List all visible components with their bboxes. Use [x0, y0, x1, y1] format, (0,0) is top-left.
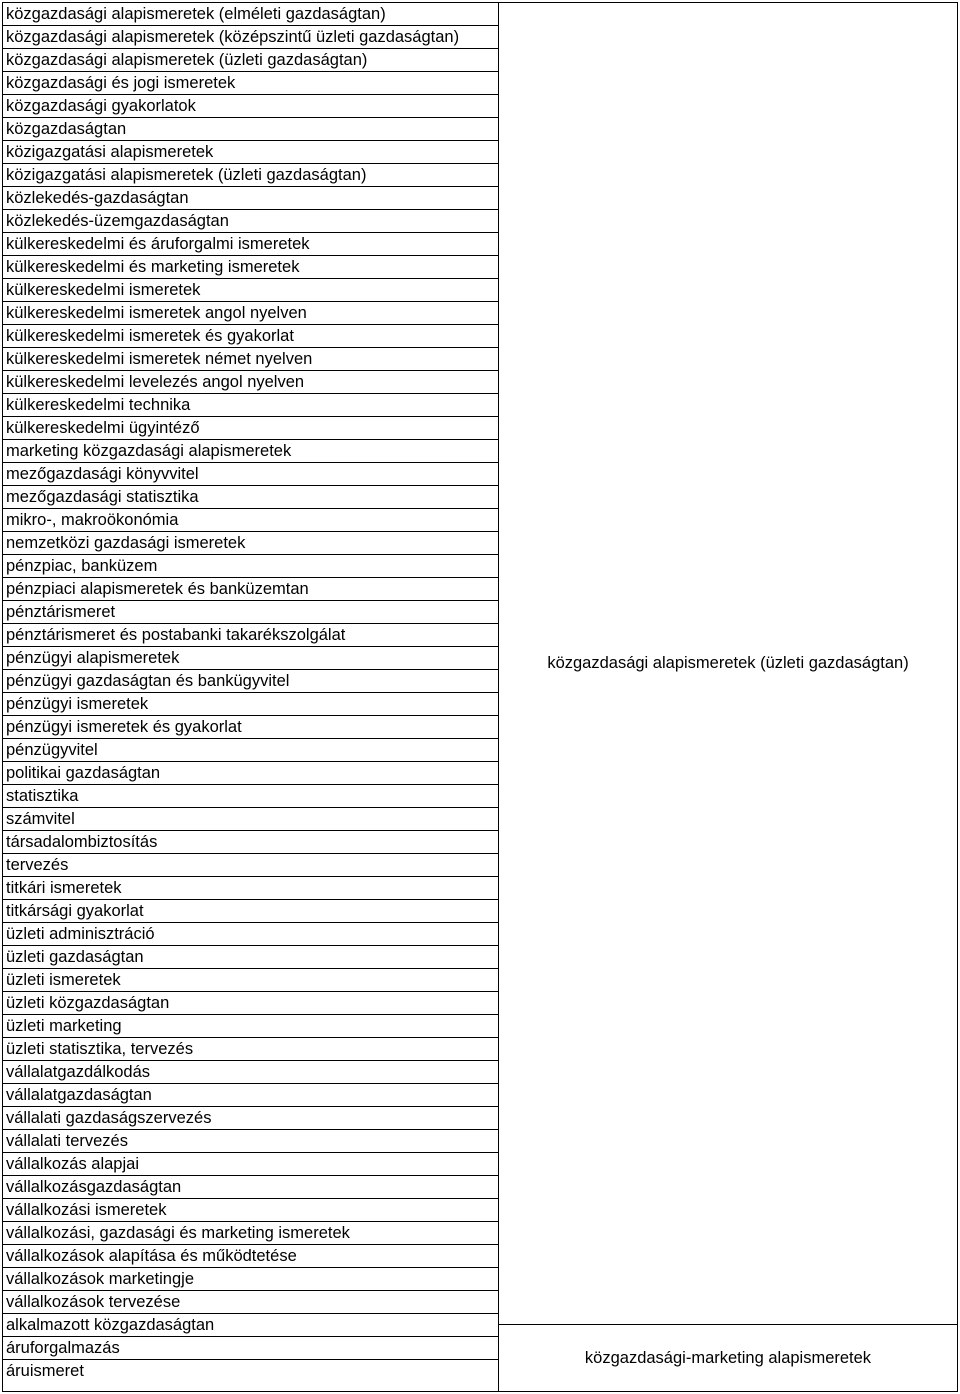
subject-cell: vállalkozás alapjai: [3, 1153, 498, 1176]
subject-cell: közigazgatási alapismeretek: [3, 141, 498, 164]
subject-cell: üzleti adminisztráció: [3, 923, 498, 946]
subject-cell: tervezés: [3, 854, 498, 877]
subject-cell: pénzügyi gazdaságtan és bankügyvitel: [3, 670, 498, 693]
subject-cell: számvitel: [3, 808, 498, 831]
subject-list-column: [3, 3, 499, 1391]
subject-cell: pénzügyi ismeretek és gyakorlat: [3, 716, 498, 739]
subject-cell: külkereskedelmi ismeretek angol nyelven: [3, 302, 498, 325]
subject-cell: üzleti gazdaságtan: [3, 946, 498, 969]
subject-cell: titkársági gyakorlat: [3, 900, 498, 923]
subject-cell: vállalatgazdaságtan: [3, 1084, 498, 1107]
subject-cell: vállalkozások alapítása és működtetése: [3, 1245, 498, 1268]
equivalence-table: [2, 2, 958, 1392]
subject-cell: áruismeret: [6, 1362, 84, 1380]
subject-cell: külkereskedelmi ismeretek és gyakorlat: [3, 325, 498, 348]
subject-cell: üzleti közgazdaságtan: [3, 992, 498, 1015]
subject-cell: vállalati tervezés: [3, 1130, 498, 1153]
subject-cell: vállalkozási, gazdasági és marketing ismeretek: [3, 1222, 498, 1245]
subject-cell: közgazdasági és jogi ismeretek: [3, 72, 498, 95]
subject-cell: vállalkozási ismeretek: [3, 1199, 498, 1222]
subject-cell: közgazdasági alapismeretek (középszintű üzleti gazdaságtan): [3, 26, 498, 49]
target-subject-column: [499, 3, 957, 1391]
subject-cell: közlekedés-gazdaságtan: [3, 187, 498, 210]
subject-cell: vállalatgazdálkodás: [3, 1061, 498, 1084]
subject-cell: közgazdasági gyakorlatok: [3, 95, 498, 118]
subject-cell: külkereskedelmi levelezés angol nyelven: [3, 371, 498, 394]
subject-cell: pénzpiac, banküzem: [3, 555, 498, 578]
subject-cell: külkereskedelmi és marketing ismeretek: [3, 256, 498, 279]
subject-cell: külkereskedelmi technika: [3, 394, 498, 417]
subject-cell: titkári ismeretek: [3, 877, 498, 900]
subject-cell: mezőgazdasági statisztika: [3, 486, 498, 509]
subject-cell: mezőgazdasági könyvvitel: [3, 463, 498, 486]
subject-cell: üzleti ismeretek: [3, 969, 498, 992]
subject-cell: külkereskedelmi ismeretek német nyelven: [3, 348, 498, 371]
subject-cell: pénzügyvitel: [3, 739, 498, 762]
subject-cell: külkereskedelmi ügyintéző: [3, 417, 498, 440]
subject-cell: közgazdaságtan: [3, 118, 498, 141]
target-subject-cell: közgazdasági-marketing alapismeretek: [584, 1348, 872, 1367]
subject-cell: közlekedés-üzemgazdaságtan: [3, 210, 498, 233]
subject-cell: vállalkozásgazdaságtan: [3, 1176, 498, 1199]
subject-cell: politikai gazdaságtan: [3, 762, 498, 785]
subject-cell: nemzetközi gazdasági ismeretek: [3, 532, 498, 555]
subject-cell: mikro-, makroökonómia: [3, 509, 498, 532]
subject-cell: közigazgatási alapismeretek (üzleti gazdaságtan): [3, 164, 498, 187]
subject-cell: pénzpiaci alapismeretek és banküzemtan: [3, 578, 498, 601]
subject-cell: üzleti marketing: [3, 1015, 498, 1038]
subject-cell: külkereskedelmi ismeretek: [3, 279, 498, 302]
subject-cell: pénzügyi ismeretek: [3, 693, 498, 716]
subject-cell: alkalmazott közgazdaságtan: [3, 1314, 498, 1337]
subject-cell: társadalombiztosítás: [3, 831, 498, 854]
subject-cell: áruforgalmazás: [3, 1337, 498, 1360]
subject-cell: üzleti statisztika, tervezés: [3, 1038, 498, 1061]
subject-cell: pénzügyi alapismeretek: [3, 647, 498, 670]
subject-cell: pénztárismeret és postabanki takarékszolgálat: [3, 624, 498, 647]
subject-cell: vállalkozások tervezése: [3, 1291, 498, 1314]
subject-cell: marketing közgazdasági alapismeretek: [3, 440, 498, 463]
target-subject-cell: közgazdasági alapismeretek (üzleti gazdaságtan): [499, 3, 957, 1325]
subject-cell: pénztárismeret: [3, 601, 498, 624]
subject-cell: statisztika: [3, 785, 498, 808]
subject-cell: közgazdasági alapismeretek (üzleti gazdaságtan): [3, 49, 498, 72]
subject-cell: külkereskedelmi és áruforgalmi ismeretek: [3, 233, 498, 256]
subject-cell: vállalkozások marketingje: [3, 1268, 498, 1291]
subject-cell: közgazdasági alapismeretek (elméleti gazdaságtan): [3, 3, 498, 26]
subject-cell: vállalati gazdaságszervezés: [3, 1107, 498, 1130]
